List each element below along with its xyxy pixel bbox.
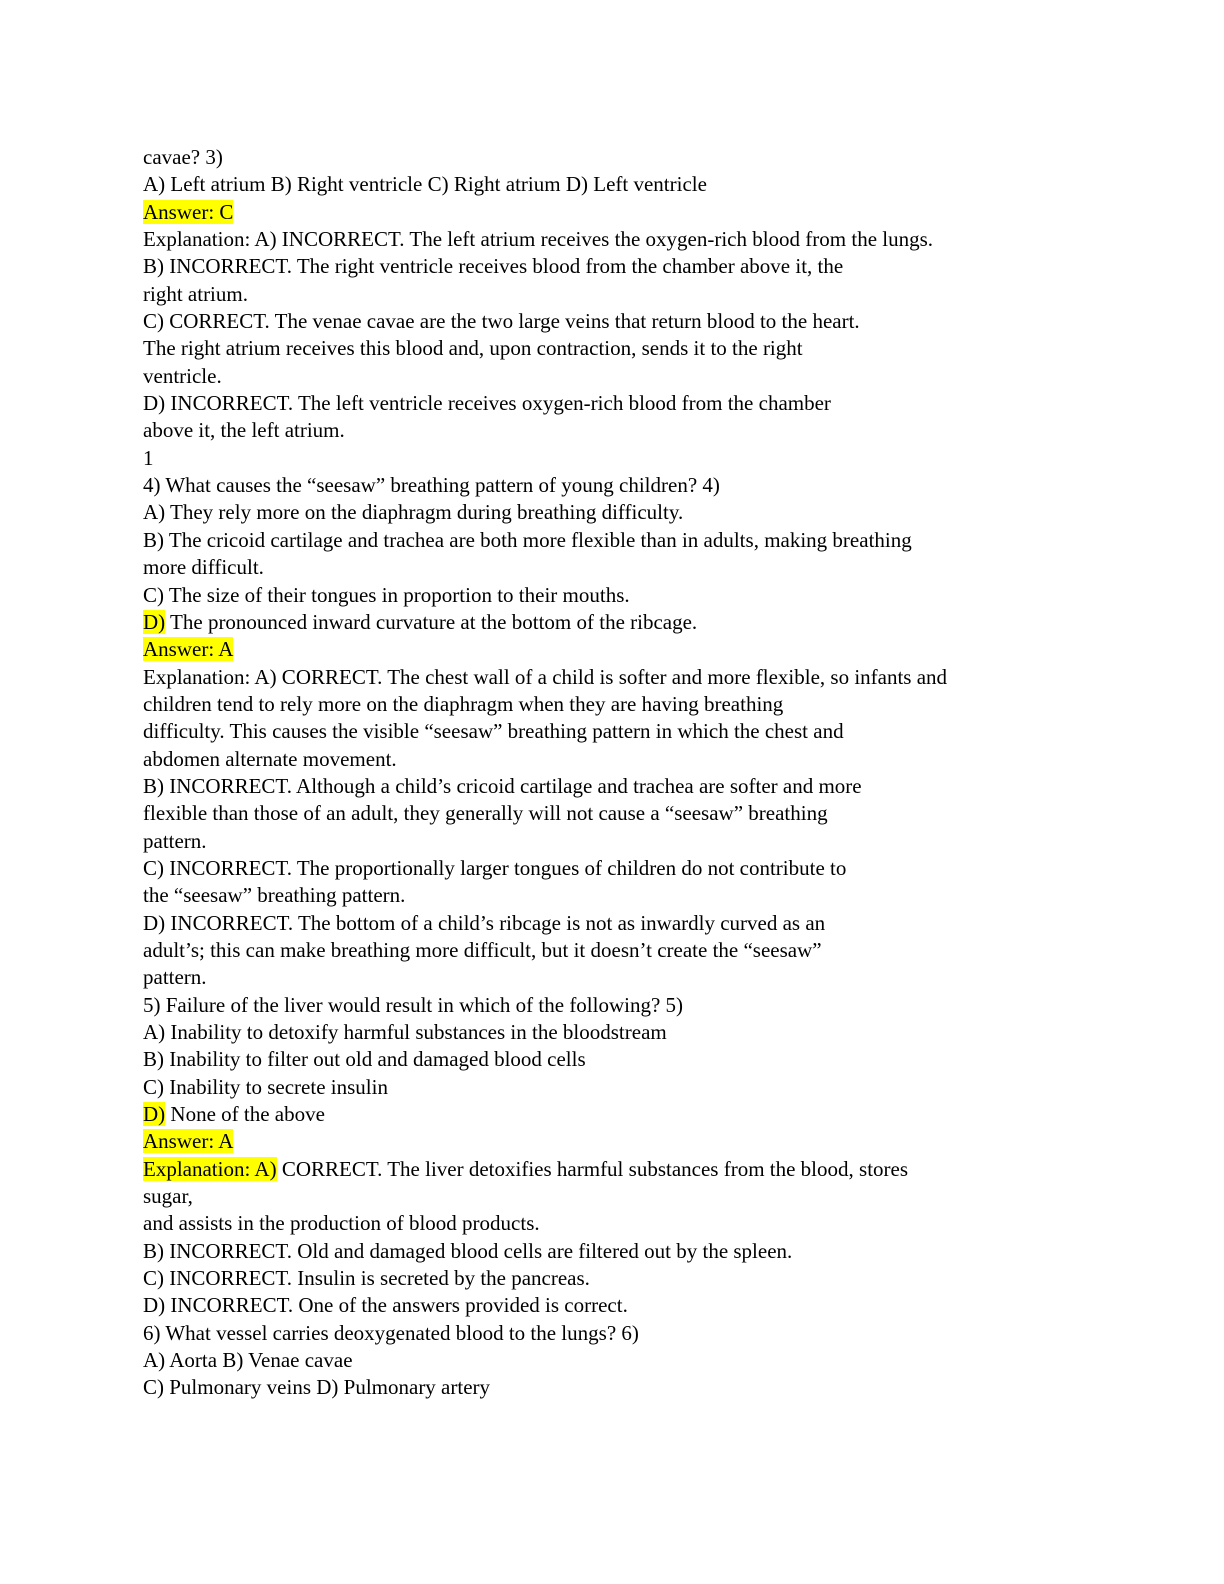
text-line: [143, 1320, 1143, 1347]
text-line: [143, 937, 1143, 964]
text-line: [143, 1128, 1143, 1155]
document-page: [143, 144, 1143, 1402]
text-line: [143, 1156, 1143, 1183]
text-line: [143, 636, 1143, 663]
text-segment: C) CORRECT. The venae cavae are the two large veins that return blood to the heart.: [143, 309, 860, 334]
text-line: [143, 582, 1143, 609]
text-segment: A) Inability to detoxify harmful substances in the bloodstream: [143, 1020, 667, 1044]
highlighted-text: Answer: A: [143, 1129, 234, 1154]
text-segment: the “seesaw” breathing pattern.: [143, 883, 406, 908]
text-segment: B) Inability to filter out old and damaged blood cells: [143, 1047, 586, 1072]
text-line: [143, 199, 1143, 226]
highlighted-text: D): [143, 609, 166, 634]
text-line: [143, 472, 1143, 499]
text-segment: CORRECT. The liver detoxifies harmful substances from the blood, stores: [276, 1156, 909, 1181]
text-line: [143, 882, 1143, 909]
text-segment: D) INCORRECT. One of the answers provided is correct.: [143, 1293, 628, 1318]
text-segment: C) INCORRECT. Insulin is secreted by the pancreas.: [143, 1266, 590, 1291]
text-line: [143, 1374, 1143, 1401]
text-segment: B) INCORRECT. Old and damaged blood cells are filtered out by the spleen.: [143, 1238, 793, 1263]
text-line: [143, 335, 1143, 362]
text-line: [143, 253, 1143, 280]
text-line: [143, 527, 1143, 554]
text-line: [143, 499, 1143, 526]
text-segment: ventricle.: [143, 363, 222, 388]
text-line: [143, 1019, 1143, 1046]
text-line: [143, 773, 1143, 800]
text-segment: B) INCORRECT. The right ventricle receives blood from the chamber above it, the: [143, 254, 844, 279]
text-line: [143, 1074, 1143, 1101]
text-segment: C) Inability to secrete insulin: [143, 1074, 388, 1099]
text-line: [143, 445, 1143, 472]
text-line: [143, 1183, 1143, 1210]
text-segment: children tend to rely more on the diaphragm when they are having breathing: [143, 691, 784, 716]
text-line: [143, 171, 1143, 198]
text-line: [143, 554, 1143, 581]
text-line: [143, 746, 1143, 773]
highlighted-text: Explanation: A): [143, 1156, 277, 1181]
text-segment: difficulty. This causes the visible “seesaw” breathing pattern in which the chest and: [143, 719, 844, 744]
text-segment: B) The cricoid cartilage and trachea are both more flexible than in adults, making breathing: [143, 527, 912, 552]
text-segment: C) The size of their tongues in proportion to their mouths.: [143, 582, 630, 607]
highlighted-text: Answer: C: [143, 199, 234, 224]
text-segment: None of the above: [165, 1102, 325, 1127]
highlighted-text: Answer: A: [143, 637, 234, 662]
text-segment: A) They rely more on the diaphragm during breathing difficulty.: [143, 500, 684, 525]
text-line: [143, 691, 1143, 718]
text-segment: D) INCORRECT. The left ventricle receives oxygen-rich blood from the chamber: [143, 391, 831, 416]
text-segment: flexible than those of an adult, they generally will not cause a “seesaw” breathing: [143, 801, 828, 826]
text-segment: A) Left atrium B) Right ventricle C) Right atrium D) Left ventricle: [143, 172, 707, 197]
text-segment: more difficult.: [143, 555, 264, 580]
text-segment: right atrium.: [143, 281, 248, 306]
text-line: [143, 1101, 1143, 1128]
text-line: [143, 363, 1143, 390]
text-line: [143, 1210, 1143, 1237]
text-segment: pattern.: [143, 965, 207, 990]
text-line: [143, 718, 1143, 745]
text-segment: 5) Failure of the liver would result in which of the following? 5): [143, 992, 684, 1017]
text-line: [143, 1292, 1143, 1319]
text-segment: The right atrium receives this blood and, upon contraction, sends it to the right: [143, 336, 803, 361]
text-segment: A) Aorta B) Venae cavae: [143, 1348, 353, 1373]
text-line: [143, 1238, 1143, 1265]
text-line: [143, 664, 1143, 691]
text-segment: sugar,: [143, 1184, 193, 1209]
text-segment: abdomen alternate movement.: [143, 746, 397, 771]
text-segment: 6) What vessel carries deoxygenated blood to the lungs? 6): [143, 1320, 639, 1345]
text-segment: 1: [143, 445, 154, 470]
text-segment: Explanation: A) INCORRECT. The left atrium receives the oxygen-rich blood from the lungs.: [143, 227, 934, 252]
text-line: [143, 1347, 1143, 1374]
text-line: [143, 226, 1143, 253]
text-line: [143, 609, 1143, 636]
text-segment: 4) What causes the “seesaw” breathing pattern of young children? 4): [143, 473, 720, 498]
text-segment: Explanation: A) CORRECT. The chest wall of a child is softer and more flexible, so infants and: [143, 664, 948, 689]
text-segment: cavae? 3): [143, 145, 223, 169]
text-line: [143, 800, 1143, 827]
text-line: [143, 964, 1143, 991]
text-line: [143, 910, 1143, 937]
text-line: [143, 828, 1143, 855]
text-segment: The pronounced inward curvature at the bottom of the ribcage.: [165, 609, 698, 634]
text-segment: C) INCORRECT. The proportionally larger tongues of children do not contribute to: [143, 855, 847, 880]
text-segment: B) INCORRECT. Although a child’s cricoid cartilage and trachea are softer and more: [143, 773, 862, 798]
text-segment: C) Pulmonary veins D) Pulmonary artery: [143, 1375, 491, 1400]
text-line: [143, 144, 1143, 171]
text-line: [143, 855, 1143, 882]
text-line: [143, 390, 1143, 417]
text-segment: D) INCORRECT. The bottom of a child’s ribcage is not as inwardly curved as an: [143, 910, 826, 935]
text-line: [143, 1265, 1143, 1292]
text-segment: pattern.: [143, 828, 207, 853]
text-segment: above it, the left atrium.: [143, 418, 345, 443]
highlighted-text: D): [143, 1102, 166, 1127]
text-segment: adult’s; this can make breathing more difficult, but it doesn’t create the “seesaw”: [143, 937, 822, 962]
text-line: [143, 308, 1143, 335]
text-segment: and assists in the production of blood products.: [143, 1211, 540, 1236]
text-line: [143, 1046, 1143, 1073]
text-line: [143, 281, 1143, 308]
text-line: [143, 992, 1143, 1019]
text-line: [143, 417, 1143, 444]
